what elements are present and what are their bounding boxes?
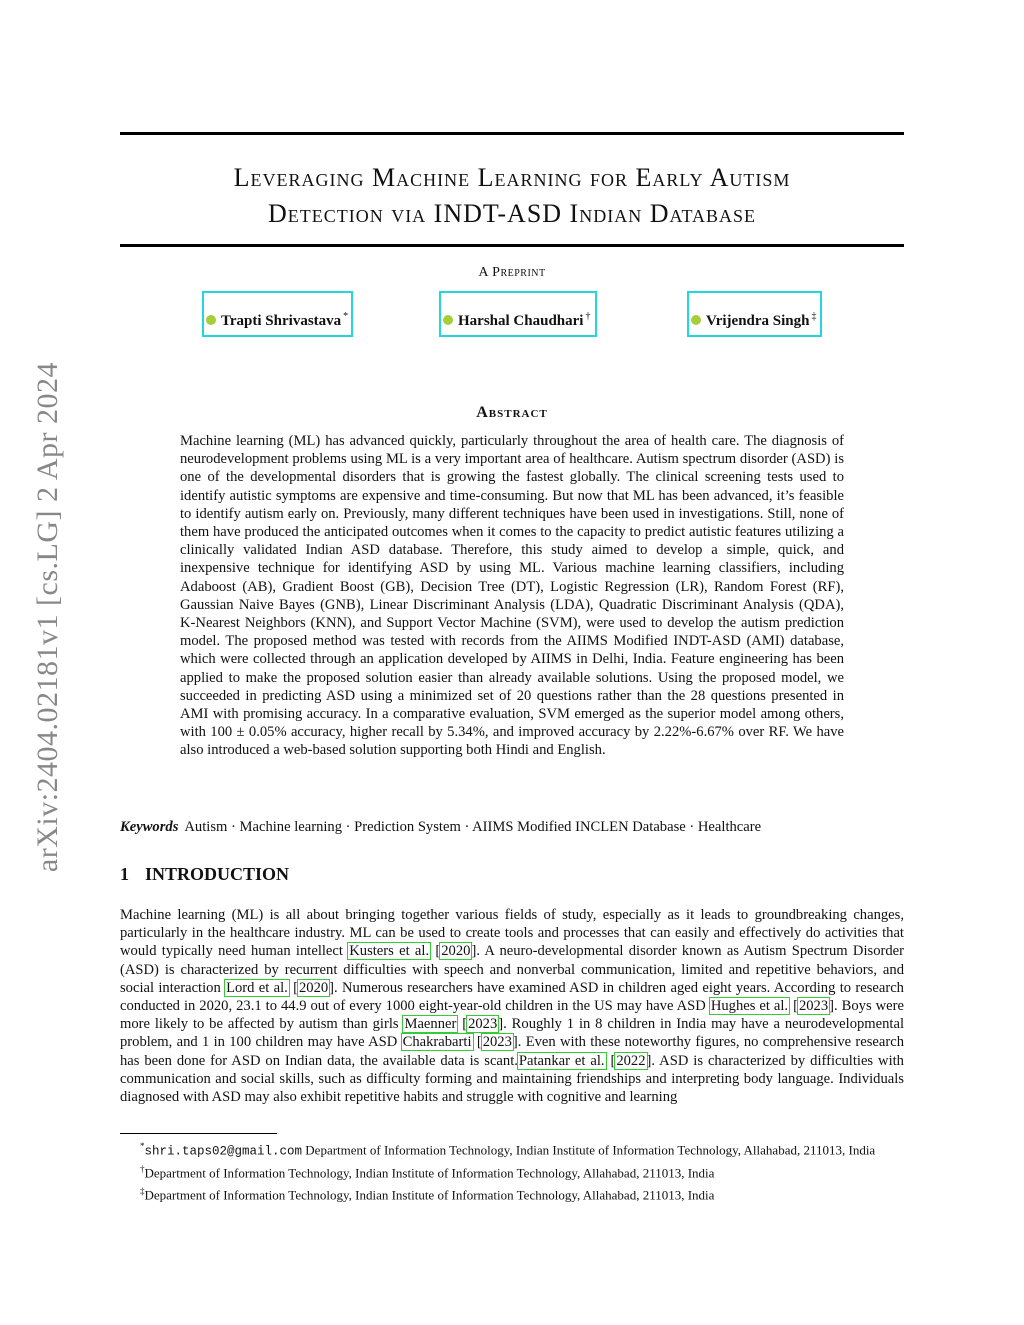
author-3-name: Vrijendra Singh <box>706 313 810 329</box>
abstract-heading: Abstract <box>476 404 548 421</box>
footnote-1-text: Department of Information Technology, Indian Institute of Information Technology, Allahabad, 211013, India <box>302 1142 876 1158</box>
orcid-icon <box>443 315 453 325</box>
citation-link[interactable]: Kusters et al. <box>349 943 430 960</box>
orcid-icon <box>206 315 216 325</box>
citation-year-link[interactable]: 2023 <box>798 998 829 1015</box>
title-rule-top <box>120 132 904 135</box>
section-number: 1 <box>120 864 129 884</box>
arxiv-identifier: arXiv:2404.02181v1 [cs.LG] 2 Apr 2024 <box>31 362 64 873</box>
citation-year-link[interactable]: 2023 <box>468 1016 498 1033</box>
intro-paragraph: Machine learning (ML) is all about bringing together various fields of study, especially as it leads to groundbreaking changes, particularly in the healthcare industry. ML can be used to create tools and processes that can easily and effectively do activities that would typically need human intellect Kusters et al. [2020]. A neuro-developmental disorder known as Autism Spectrum Disorder (ASD) is characterized by recurrent difficulties with speech and nonverbal communication, limited and repetitive behaviors, and social interaction Lord et al. [2020]. Numerous researchers have examined ASD in children aged eight years. According to research conducted in 2020, 23.1 to 44.9 out of every 1000 eight-year-old children in the US may have ASD Hughes et al. [2023]. Boys were more likely to be affected by autism than girls Maenner [2023]. Roughly 1 in 8 children in India may have a neurodevelopmental problem, and 1 in 100 children may have ASD Chakrabarti [2023]. Even with these noteworthy figures, no comprehensive research has been done for ASD on Indian data, the available data is scant.Patankar et al. [2022]. ASD is characterized by difficulties with communication and social skills, such as difficulty forming and maintaining friendships and interpreting body language. Individuals diagnosed with ASD may also exhibit repetitive habits and struggle with cognitive and learning <box>120 907 905 1106</box>
footnote-3-text: Department of Information Technology, Indian Institute of Information Technology, Allahabad, 211013, India <box>144 1186 715 1202</box>
title-rule-bottom <box>120 244 904 247</box>
footnote-1 <box>120 1138 904 1160</box>
footnote-2 <box>120 1161 904 1182</box>
keywords-label: Keywords <box>120 819 179 835</box>
keywords-text: Autism · Machine learning · Prediction System · AIIMS Modified INCLEN Database · Healthcare <box>184 819 762 835</box>
orcid-icon <box>691 315 701 325</box>
footnote-3 <box>120 1183 904 1204</box>
citation-year-link[interactable]: 2020 <box>441 943 471 960</box>
author-link-2[interactable] <box>439 291 597 337</box>
author-3-mark: ‡ <box>811 311 817 322</box>
abstract-text: Machine learning (ML) has advanced quickly, particularly throughout the area of health care. The diagnosis of neurodevelopment problems using ML is a very important area of healthcare. Autism spectrum disorder (ASD) is one of the developmental disorders that is growing the fastest globally. The clinical screening tests used to identify autistic symptoms are expensive and time-consuming. But now that ML has been advanced, it’s feasible to identify autism early on. Previously, many different techniques have been used in investigations. Still, none of them have produced the anticipated outcomes when it comes to the capacity to predict autistic features utilizing a clinically validated Indian ASD database. Therefore, this study aimed to develop a simple, quick, and inexpensive technique for identifying ASD by using ML. Various machine learning classifiers, including Adaboost (AB), Gradient Boost (GB), Decision Tree (DT), Logistic Regression (LR), Random Forest (RF), Gaussian Naive Bayes (GNB), Linear Discriminant Analysis (LDA), Quadratic Discriminant Analysis (QDA), K-Nearest Neighbors (KNN), and Support Vector Machine (SVM), were used to develop the autism prediction model. The proposed method was tested with records from the AIIMS Modified INDT-ASD (AMI) database, which were collected through an application developed by AIIMS in Delhi, India. Feature engineering has been applied to make the proposed solution easier than already available solutions. Using the proposed model, we succeeded in predicting ASD using a minimized set of 20 questions rather than the 28 questions presented in AMI with promising accuracy. In a comparative evaluation, SVM emerged as the superior model among others, with 100 ± 0.05% accuracy, higher recall by 5.34%, and improved accuracy by 2.22%-6.67% over RF. We have also introduced a web-based solution supporting both Hindi and English. <box>180 433 844 759</box>
intro-text: . ASD is characterized by difficulties with communication and social skills, such as difficulty forming and maintaining friendships and interpreting body language. Individuals diagnosed with ASD may also exhibit repetitive habits and struggle with cognitive and learning <box>120 1052 904 1106</box>
footnote-2-mark: † <box>140 1163 145 1174</box>
citation-link[interactable]: Patankar et al. <box>518 1052 605 1069</box>
citation-year-link[interactable]: 2022 <box>616 1052 646 1069</box>
footnote-rule <box>120 1133 277 1134</box>
footnote-3-mark: ‡ <box>140 1185 145 1196</box>
author-2 <box>443 311 590 330</box>
intro-text: . Boys were more likely to be affected by autism than girls <box>120 998 904 1033</box>
citation-link[interactable]: Maenner <box>404 1016 457 1033</box>
title-line-2: Detection via INDT-ASD Indian Database <box>267 199 757 228</box>
section-heading <box>120 864 289 885</box>
footnote-1-email[interactable]: shri.taps02@gmail.com <box>144 1144 303 1159</box>
paper-title <box>120 160 904 232</box>
author-1-mark: * <box>343 311 349 322</box>
footnote-2-text: Department of Information Technology, Indian Institute of Information Technology, Allahabad, 211013, India <box>144 1165 715 1181</box>
keywords <box>120 818 904 836</box>
citation-year-link[interactable]: 2023 <box>482 1034 512 1051</box>
title-line-1: Leveraging Machine Learning for Early Autism <box>233 163 791 192</box>
author-3 <box>691 311 816 330</box>
citation-link[interactable]: Lord et al. <box>226 979 288 996</box>
footnotes <box>120 1138 904 1204</box>
author-1-name: Trapti Shrivastava <box>221 313 342 329</box>
section-title: INTRODUCTION <box>145 864 290 884</box>
author-link-3[interactable] <box>687 291 822 337</box>
citation-year-link[interactable]: 2020 <box>298 979 329 996</box>
preprint-label: A Preprint <box>478 265 546 280</box>
intro-text: . Roughly 1 in 8 children in India may have a neurodevelopmental problem, and 1 in 100 children may have ASD <box>120 1016 904 1051</box>
author-2-mark: † <box>585 311 591 322</box>
intro-text: . Numerous researchers have examined ASD in children aged eight years. According to research conducted in 2020, 23.1 to 44.9 out of every 1000 eight-year-old children in the US may have ASD <box>120 979 904 1015</box>
footnote-1-mark: * <box>140 1141 145 1151</box>
citation-link[interactable]: Hughes et al. <box>710 998 789 1015</box>
intro-text: . Even with these noteworthy figures, no comprehensive research has been done for ASD on Indian data, the available data is scant. <box>120 1034 905 1069</box>
intro-text: . A neuro-developmental disorder known as Autism Spectrum Disorder (ASD) is characterized by recurrent difficulties with speech and nonverbal communication, limited and repetitive behaviors, and social interaction <box>120 943 904 996</box>
intro-text: Machine learning (ML) is all about bringing together various fields of study, especially as it leads to groundbreaking changes, particularly in the healthcare industry. ML can be used to create tools and processes that can easily and effectively do activities that would typically need human intellect <box>120 907 904 960</box>
author-1 <box>206 311 348 330</box>
author-2-name: Harshal Chaudhari <box>458 313 584 329</box>
author-link-1[interactable] <box>202 291 353 337</box>
citation-link[interactable]: Chakrabarti <box>402 1034 472 1051</box>
